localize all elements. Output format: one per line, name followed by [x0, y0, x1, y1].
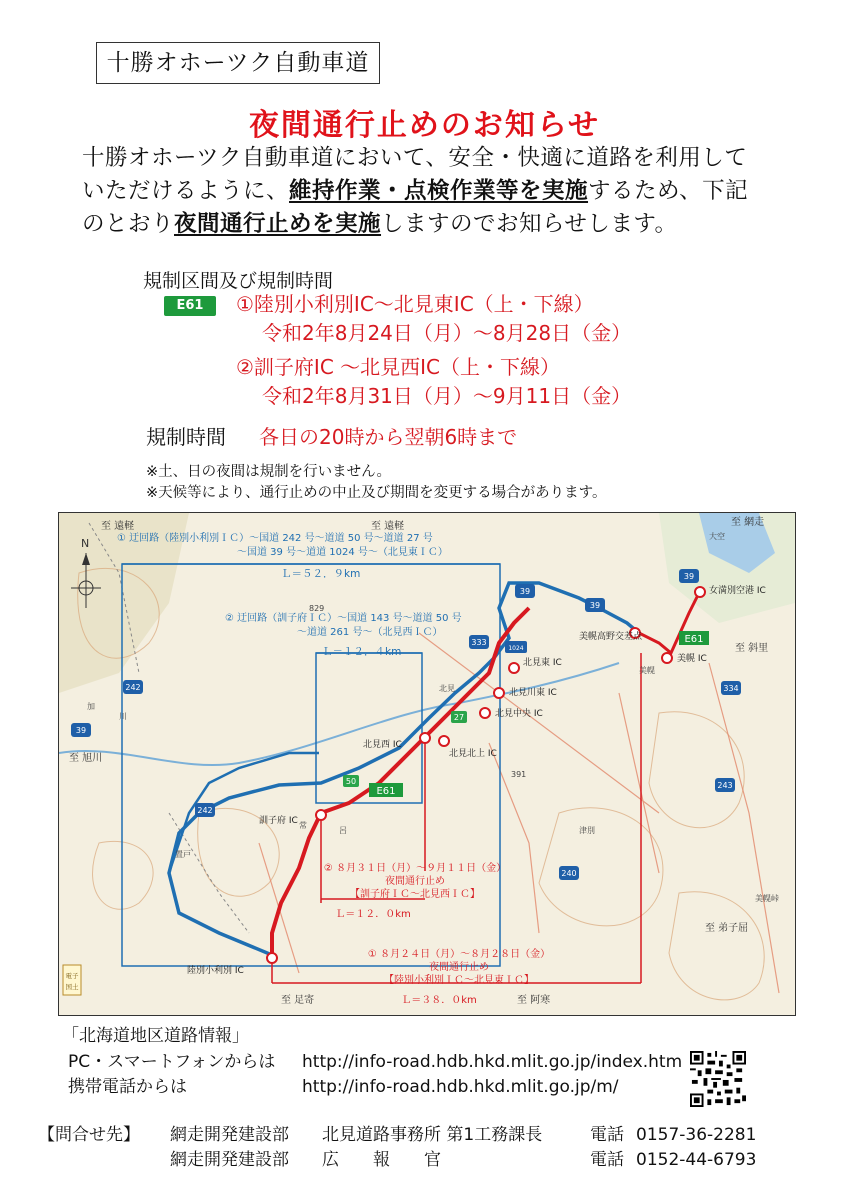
ic-label: 美幌 IC	[677, 654, 707, 664]
closure-2-date: ② ８月３１日（月）～９月１１日（金）	[323, 863, 507, 874]
route-map	[58, 512, 796, 1016]
ic-label: 陸別小利別 IC	[187, 966, 244, 976]
intro-paragraph	[82, 142, 782, 241]
intro-line-3	[82, 208, 782, 241]
closure-1-section: 【陸別小利別ＩＣ～北見東ＩＣ】	[384, 975, 534, 986]
route-shield-label: 39	[519, 587, 531, 596]
denshi-kokudo-stamp	[63, 965, 81, 995]
closure-2-section: 【訓子府ＩＣ～北見西ＩＣ】	[350, 889, 480, 900]
ic-marker	[420, 733, 430, 743]
river-label: 川	[119, 712, 127, 721]
intro-line-1: 十勝オホーツク自動車道において、安全・快適に道路を利用して	[82, 145, 748, 171]
intro-line-2	[82, 175, 782, 208]
section-2: ②訓子府IC ～北見西IC（上・下線）	[236, 355, 561, 379]
detour-2-text: ② 迂回路（訓子府ＩＣ）～国道 143 号～道道 50 号	[225, 613, 462, 624]
route-shield-label: 334	[723, 684, 739, 693]
mobile-url-link[interactable]: http://info-road.hdb.hkd.mlit.go.jp/m/	[302, 1077, 619, 1097]
ic-marker	[494, 688, 504, 698]
ic-label: 北見西 IC	[363, 740, 402, 750]
elevation-label: 391	[511, 770, 527, 779]
ic-marker	[662, 653, 672, 663]
intro-text: するため、下記	[588, 178, 749, 204]
time-value: 各日の20時から翌朝6時まで	[259, 425, 518, 449]
ic-marker	[509, 663, 519, 673]
ic-label: 北見中央 IC	[495, 709, 543, 719]
svg-text:国土: 国土	[65, 983, 79, 991]
town-label: 北見	[439, 684, 455, 693]
route-shield-label: 333	[471, 638, 487, 647]
info-heading: 「北海道地区道路情報」	[62, 1026, 249, 1046]
regulation-heading: 規制区間及び規制時間	[143, 270, 334, 292]
detour-1-text: ① 迂回路（陸別小利別ＩＣ）～国道 242 号～道道 50 号～道道 27 号	[117, 533, 433, 544]
ic-label: 美幌高野交差点	[579, 632, 643, 642]
dest-label: 至 斜里	[735, 643, 769, 654]
elevation-label: 829	[309, 604, 325, 613]
period-1: 令和2年8月24日（月）～8月28日（金）	[262, 321, 632, 345]
route-shield-label: 242	[125, 683, 141, 692]
route-shield-label: 243	[717, 781, 733, 790]
route-shield-label: 242	[197, 806, 213, 815]
section-1: ①陸別小利別IC～北見東IC（上・下線）	[236, 292, 594, 316]
ic-label: 北見東 IC	[523, 658, 562, 668]
pc-url-link[interactable]: http://info-road.hdb.hkd.mlit.go.jp/index.htm	[302, 1052, 683, 1072]
route-shield-label: 50	[345, 777, 357, 786]
contact-1-office: 北見道路事務所 第1工務課長	[322, 1125, 543, 1145]
intro-emphasis-work: 維持作業・点検作業等を実施	[289, 178, 589, 204]
dest-label: 至 遠軽	[371, 521, 405, 532]
route-shield-label: 240	[561, 869, 577, 878]
route-shield-label: 39	[75, 726, 87, 735]
route-shield-label: 27	[453, 713, 465, 722]
town-label: 美幌	[639, 666, 655, 675]
note-2: ※天候等により、通行止めの中止及び期間を変更する場合があります。	[146, 485, 607, 501]
ic-marker	[316, 810, 326, 820]
town-label: 大空	[709, 532, 725, 541]
road-name-box	[96, 42, 380, 84]
town-label: 置戸	[175, 850, 191, 859]
river-label: 呂	[339, 826, 347, 835]
detour-1-length: Ｌ＝５２．９km	[281, 568, 361, 580]
town-label: 美幌峠	[755, 894, 779, 903]
contact-2-org: 網走開発建設部	[170, 1150, 289, 1170]
intro-emphasis-closure: 夜間通行止めを実施	[174, 211, 382, 237]
contact-2-tel-label: 電話	[590, 1150, 624, 1170]
dest-label: 至 網走	[731, 517, 765, 528]
ic-marker	[480, 708, 490, 718]
intro-text: のとおり	[82, 211, 175, 237]
town-label: 津別	[579, 826, 595, 835]
contact-1-tel-label: 電話	[590, 1125, 624, 1145]
contact-1-tel: 0157-36-2281	[636, 1125, 757, 1145]
ic-label: 北見川東 IC	[509, 688, 557, 698]
ic-label: 北見北上 IC	[449, 749, 497, 759]
ic-label: 女満別空港 IC	[709, 586, 766, 596]
route-shield-label: 39	[589, 601, 601, 610]
svg-text:N: N	[81, 537, 90, 550]
intro-text: いただけるように、	[82, 178, 290, 204]
ic-marker	[267, 953, 277, 963]
dest-label: 至 遠軽	[101, 521, 135, 532]
dest-label: 至 旭川	[69, 753, 103, 764]
dest-label: 至 足寄	[281, 995, 315, 1006]
contact-2-tel: 0152-44-6793	[636, 1150, 757, 1170]
pc-label: PC・スマートフォンからは	[68, 1052, 276, 1072]
detour-2-length: Ｌ＝１２．４km	[322, 646, 402, 658]
time-label: 規制時間	[146, 425, 226, 449]
route-badge-e61: E61	[164, 296, 216, 316]
river-label: 常	[299, 821, 307, 830]
road-name: 十勝オホーツク自動車道	[106, 50, 370, 76]
page-title: 夜間通行止めのお知らせ	[248, 108, 601, 143]
river-label: 加	[87, 702, 95, 711]
route-shield-label: E61	[376, 786, 396, 797]
closure-2-title: 夜間通行止め	[385, 876, 445, 887]
ic-marker	[439, 736, 449, 746]
svg-text:電子: 電子	[65, 972, 79, 980]
intro-text: しますのでお知らせします。	[381, 211, 678, 237]
dest-label: 至 弟子屈	[705, 923, 749, 934]
qr-code	[690, 1051, 746, 1107]
dest-label: 至 阿寒	[517, 995, 551, 1006]
route-shield-label: E61	[684, 634, 704, 645]
contact-label: 【問合せ先】	[38, 1125, 140, 1145]
note-1: ※土、日の夜間は規制を行いません。	[146, 464, 392, 480]
closure-2-length: Ｌ＝１２．０km	[335, 909, 411, 920]
period-2: 令和2年8月31日（月）～9月11日（金）	[262, 384, 632, 408]
detour-2-text: ～道道 261 号～（北見西ＩＣ）	[297, 627, 443, 638]
route-shield-label: 39	[683, 572, 695, 581]
ic-marker	[695, 587, 705, 597]
ic-label: 訓子府 IC	[259, 816, 298, 826]
detour-1-text: ～国道 39 号～道道 1024 号～（北見東ＩＣ）	[237, 547, 448, 558]
closure-1-title: 夜間通行止め	[429, 962, 489, 973]
closure-1-length: Ｌ＝３８．０km	[401, 995, 477, 1006]
contact-2-office: 広 報 官	[322, 1150, 441, 1170]
contact-1-org: 網走開発建設部	[170, 1125, 289, 1145]
closure-1-date: ① ８月２４日（月）～８月２８日（金）	[367, 949, 551, 960]
mobile-label: 携帯電話からは	[68, 1077, 187, 1097]
route-shield-label: 1024	[508, 645, 524, 652]
